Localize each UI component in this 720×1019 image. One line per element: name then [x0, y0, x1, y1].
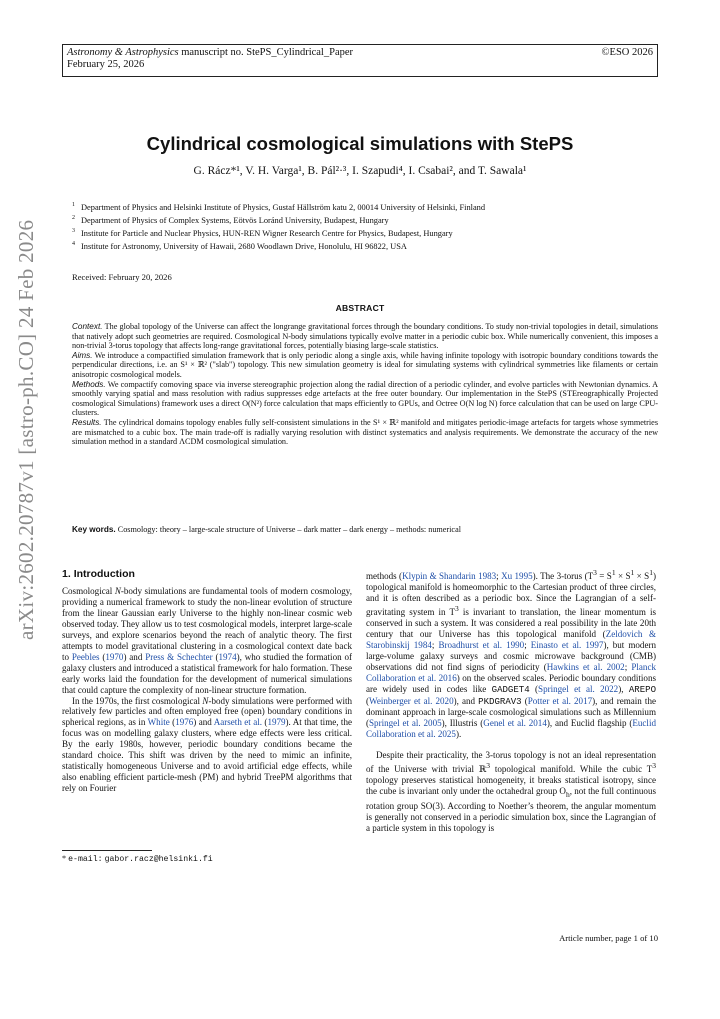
- affiliation-item: $^1$ Department of Physics and Helsinki Institute of Physics, Gustaf Hällström katu 2, 00014 University of Helsinki, Finland: [72, 202, 486, 212]
- citation-link[interactable]: Peebles: [71, 651, 100, 662]
- citation-link[interactable]: Planck Collaboration et al. 2016: [366, 661, 656, 683]
- affiliation-item: $^2$ Department of Physics of Complex Systems, Eötvös Loránd University, Budapest, Hungary: [72, 215, 389, 225]
- copyright: ©ESO 2026: [601, 47, 653, 58]
- citation-link[interactable]: Zeldovich & Starobinskij 1984: [366, 628, 656, 650]
- citation-link[interactable]: Xu 1995: [501, 571, 533, 582]
- abstract-aims: Aims. We introduce a compactified simulation framework that is only periodic along a single axis, while having infinite topology with isotropic boundary conditions towards the perpendicular directions, i.e. an S¹ × ℝ² ("slab") topology. This new simulation geometry is ideal for simulating systems with cylindrical symmetries like filaments or certain anisotropic cosmological models.: [72, 350, 658, 379]
- abstract-results: Results. The cylindrical domains topology enables fully self-consistent simulations in the S¹ × ℝ² manifold and mitigates periodic-image artefacts for targets whose symmetries are mismatched to a cubic box. The main trade-off is radially varying resolution with distinct systematics and analysis requirements. We demonstrate the accuracy of the new simulation method in a standard ΛCDM cosmological simulation.: [72, 417, 659, 447]
- citation-link[interactable]: Broadhurst et al. 1990: [438, 639, 525, 650]
- citation-link[interactable]: Klypin & Shandarin 1983: [402, 571, 497, 582]
- affiliation-item: $^4$ Institute for Astronomy, University of Hawaii, 2680 Woodlawn Drive, Honolulu, HI 96822, USA: [72, 241, 407, 251]
- received-date: Received: February 20, 2026: [72, 272, 172, 282]
- journal-name: Astronomy & Astrophysics: [67, 47, 179, 58]
- manuscript-id: manuscript no. StePS_Cylindrical_Paper: [181, 47, 354, 58]
- body-paragraph: Cosmological N-body simulations are fundamental tools of modern cosmology, providing a numerical framework to study the non-linear evolution of structure from the linear Gaussian early Universe to the highly non-linear cosmic web observed today. They allow us to test cosmological models, interpret large-scale surveys, and explore scenarios beyond the reach of analytic theory. The first attempts to model gravitational clustering in a cosmological context date back to Peebles (1970) and Press & Schechter (1974), who studied the formation of galaxy clusters and introduced a statistical framework for halo formation. These early works laid the foundation for the development of numerical simulations that could capture the complexity of non-linear structure formation.: [62, 586, 353, 695]
- header-date: February 25, 2026: [67, 59, 145, 70]
- citation-link[interactable]: Hawkins et al. 2002: [546, 661, 625, 672]
- citation-link[interactable]: Potter et al. 2017: [527, 695, 593, 706]
- body-column-right: [366, 568, 656, 834]
- footnote: * e-mail: gabor.racz@helsinki.fi: [62, 854, 213, 864]
- citation-link[interactable]: Einasto et al. 1997: [530, 639, 604, 650]
- abstract-context: Context. The global topology of the Universe can affect the longrange gravitational forces through the boundary conditions. To study non-trivial topologies in detail, simulations that natively adopt such geometries are required. Cosmological N-body simulations typically evolve matter in a periodic cubic box. While numerically convenient, this imposes a non-trivial 3-torus topology that affects long-range gravitational forces, potentially biasing large-scale statistics.: [72, 322, 658, 351]
- affiliation-item: $^3$ Institute for Particle and Nuclear Physics, HUN-REN Wigner Research Centre for Physics, Budapest, Hungary: [72, 228, 453, 238]
- body-column-left: [62, 586, 352, 794]
- paper-title: Cylindrical cosmological simulations with StePS: [146, 133, 574, 154]
- body-paragraph: methods (Klypin & Shandarin 1983; Xu 1995). The 3-torus $(T^3 = S^1 \times S^1 \times S^1)$ topological manifold is homeomorphic to the Cartesian product of three circles, and it is often described as a periodic box. Since the Lagrangian of a self-gravitating system in $T^3$ is invariant to translation, the linear momentum is conserved in such a system. It was considered a real possibility in the late 20th century that our Universe has this topological manifold (Zeldovich & Starobinskij 1984; Broadhurst et al. 1990; Einasto et al. 1997), but modern large-volume galaxy surveys and cosmic microwave background (CMB) observations did not find signs of periodicity (Hawkins et al. 2002; Planck Collaboration et al. 2016) on the observed scales. Periodic boundary conditions are widely used in codes like GADGET4 (Springel et al. 2022), AREPO (Weinberger et al. 2020), and PKDGRAV3 (Potter et al. 2017), and remain the dominant approach in large-scale cosmological simulations such as Millennium (Springel et al. 2005), Illustris (Genel et al. 2014), and Euclid flagship (Euclid Collaboration et al. 2025).: [366, 568, 657, 740]
- keywords: Key words. Cosmology: theory – large-scale structure of Universe – dark matter – dark energy – methods: numerical: [72, 525, 461, 534]
- citation-link[interactable]: Springel et al. 2022: [538, 683, 619, 694]
- citation-link[interactable]: White: [147, 717, 170, 728]
- footnote-rule: [62, 850, 152, 851]
- arxiv-identifier[interactable]: arXiv:2602.20787v1 [astro-ph.CO] 24 Feb 2026: [14, 219, 38, 640]
- page-number: Article number, page 1 of 10: [559, 933, 658, 943]
- citation-link[interactable]: Weinberger et al. 2020: [369, 695, 454, 706]
- citation-link[interactable]: Springel et al. 2005: [369, 718, 442, 729]
- affiliation-list: [72, 200, 652, 252]
- running-header: [62, 44, 658, 77]
- citation-link[interactable]: Genel et al. 2014: [483, 718, 547, 729]
- abstract-methods: Methods. We compactify comoving space via inverse stereographic projection along the radial direction of a periodic cylinder, and evolve particles with Newtonian dynamics. A smoothly varying spatial and mass resolution with radius suppresses edge artefacts at the free outer boundary. Our implementation in the StePS (STEreographically Projected cosmological Simulations) framework uses a direct O(N²) force calculation that maps efficiently to GPUs, and Octree O(N log N) force calculation that can be used on large CPU-clusters.: [72, 379, 659, 418]
- citation-link[interactable]: Euclid Collaboration et al. 2025: [366, 718, 656, 740]
- citation-link[interactable]: Aarseth et al.: [213, 717, 262, 728]
- author-email-link[interactable]: gabor.racz@helsinki.fi: [104, 855, 213, 864]
- author-list: G. Rácz*¹, V. H. Varga¹, B. Pál²·³, I. Szapudi⁴, I. Csabai², and T. Sawala¹: [193, 165, 527, 177]
- abstract-heading: ABSTRACT: [335, 303, 385, 313]
- abstract: [72, 322, 658, 447]
- body-paragraph: In the 1970s, the first cosmological N-body simulations were performed with relatively few particles and often employed free (open) boundary conditions in spherical regions, as in White (1976) and Aarseth et al. (1979). At that time, the focus was on modelling galaxy clusters, where edge effects were less critical. By the early 1980s, however, periodic boundary conditions became the standard choice. This shift was driven by the need to mimic an infinite, statistically homogeneous Universe and to avoid artificial edge effects, while also enabling efficient particle-mesh (PM) and hybrid TreePM algorithms that rely on Fourier: [62, 695, 352, 794]
- body-paragraph: Despite their practicality, the 3-torus topology is not an ideal representation of the Universe with trivial ℝ$^3$ topological manifold. While the cubic $T^3$ topology preserves statistical homogeneity, it breaks statistical isotropy, since the cube is invariant only under the octahedral group $O_h$, not the full continuous rotation group SO(3). According to Noether’s theorem, the angular momentum is generally not conserved in a periodic simulation box, since the Lagrangian of a particle system in this topology is: [366, 750, 656, 833]
- section-heading: 1. Introduction: [62, 568, 135, 580]
- citation-link[interactable]: Press & Schechter: [145, 651, 213, 662]
